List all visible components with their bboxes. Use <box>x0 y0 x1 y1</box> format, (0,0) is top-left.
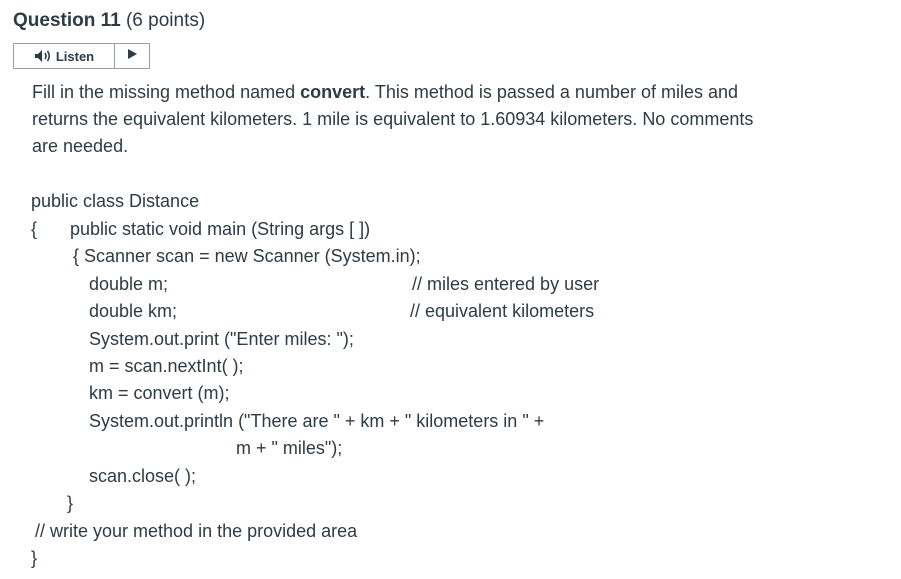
code-line-main-close: } <box>67 493 74 513</box>
question-points: (6 points) <box>125 10 206 31</box>
code-line-convert-call: km = convert (m); <box>89 383 230 403</box>
code-line-class: public class Distance <box>31 191 200 211</box>
code-line-println: System.out.println ("There are " + km + " kilometers in " + <box>89 411 545 431</box>
code-line-class-close: } <box>31 548 38 568</box>
code-line-open-brace: { <box>31 219 38 239</box>
speaker-icon <box>34 49 52 63</box>
play-button[interactable] <box>115 44 149 68</box>
code-comment-miles: // miles entered by user <box>412 274 600 294</box>
question-title: Question 11 <box>13 10 121 31</box>
code-line-close: scan.close( ); <box>89 466 197 486</box>
code-line-println-cont: m + " miles"); <box>236 438 343 458</box>
code-line-nextint: m = scan.nextInt( ); <box>89 356 244 376</box>
code-line-print: System.out.print ("Enter miles: "); <box>89 329 354 349</box>
code-comment-km: // equivalent kilometers <box>410 301 595 321</box>
code-line-double-km: double km; <box>89 301 178 321</box>
listen-button[interactable] <box>14 44 115 68</box>
prompt-text-start: Fill in the missing method named <box>32 82 301 102</box>
listen-label: Listen <box>55 48 95 64</box>
code-line-double-m: double m; <box>89 274 169 294</box>
prompt-method-name: convert <box>300 82 366 102</box>
play-icon <box>126 47 138 65</box>
code-line-scanner: { Scanner scan = new Scanner (System.in); <box>73 246 421 266</box>
code-comment-method-area: // write your method in the provided area <box>35 521 358 541</box>
listen-toolbar <box>13 43 150 69</box>
question-header <box>13 9 205 33</box>
question-prompt <box>32 79 772 160</box>
code-line-main: public static void main (String args [ ]) <box>70 219 371 239</box>
prompt-text-end: . This method is passed a number of miles and returns the equivalent kilometers. 1 mile is equivalent to 1.60934 kilometers. No comments are needed. <box>32 82 754 156</box>
